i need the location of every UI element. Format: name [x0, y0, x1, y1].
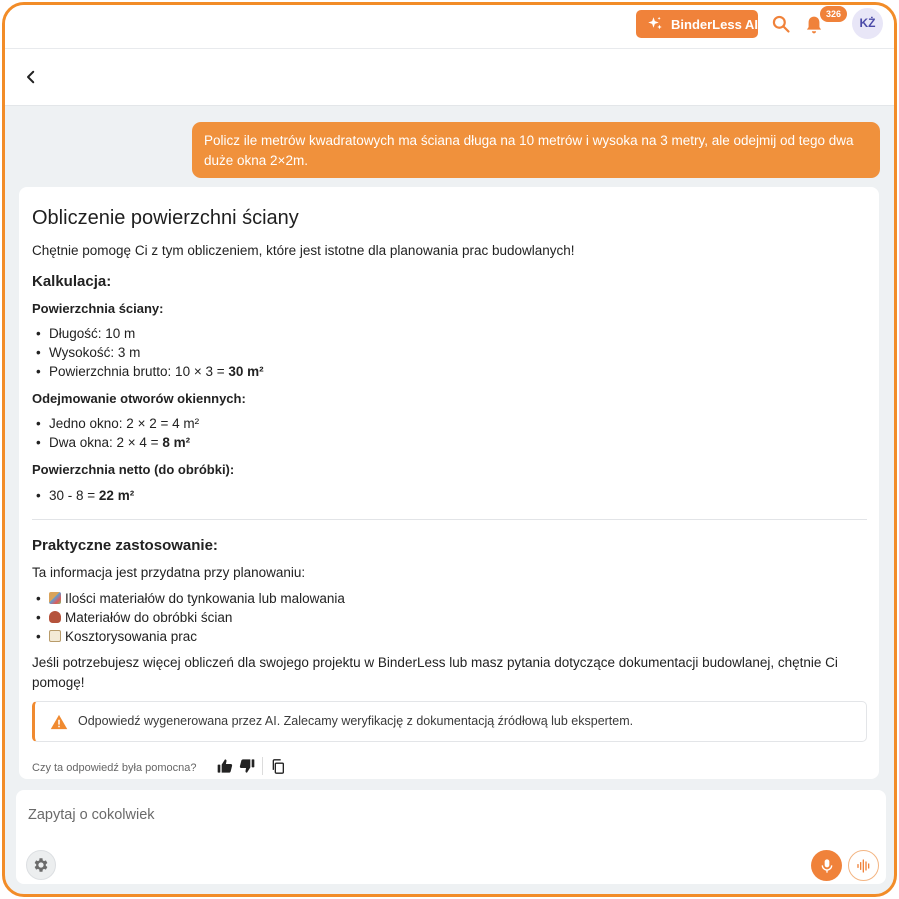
- copy-icon[interactable]: [270, 758, 286, 775]
- ai-disclaimer-banner: [32, 701, 867, 742]
- list-item: [49, 591, 345, 606]
- binderless-ai-button[interactable]: [636, 10, 758, 38]
- list-item: • Długość: 10 m: [49, 326, 135, 341]
- closing-paragraph-line-2: pomogę!: [32, 675, 85, 690]
- thumbs-up-icon[interactable]: [217, 758, 233, 774]
- user-message-bubble: Policz ile metrów kwadratowych ma ściana długa na 10 metrów i wysoka na 3 metry, ale odejmij od tego dwa duże okna 2×2m.: [192, 122, 880, 178]
- list-item: • Wysokość: 3 m: [49, 345, 140, 360]
- net-area-label: 30 - 8 =: [49, 488, 99, 503]
- palette-emoji-icon: [49, 592, 61, 604]
- voice-wave-icon: [856, 858, 872, 874]
- answer-intro: Chętnie pomogę Ci z tym obliczeniem, które jest istotne dla planowania prac budowlanych!: [32, 243, 575, 258]
- practical-item-label: Ilości materiałów do tynkowania lub malowania: [65, 591, 345, 606]
- feedback-separator: [262, 757, 263, 775]
- app-window: [2, 2, 897, 897]
- chevron-left-icon[interactable]: [22, 68, 40, 86]
- bricks-emoji-icon: [49, 611, 61, 623]
- list-item: [49, 488, 134, 503]
- microphone-button[interactable]: [811, 850, 842, 881]
- user-avatar[interactable]: KŻ: [852, 8, 883, 39]
- practical-item-label: Kosztorysowania prac: [65, 629, 198, 644]
- wall-area-heading: Powierzchnia ściany:: [32, 301, 164, 316]
- microphone-icon: [819, 858, 835, 874]
- section-divider: [32, 519, 867, 520]
- windows-heading: Odejmowanie otworów okiennych:: [32, 391, 246, 406]
- ledger-emoji-icon: [49, 630, 61, 642]
- gear-icon: [32, 856, 50, 874]
- search-icon[interactable]: [771, 14, 791, 34]
- practical-heading: Praktyczne zastosowanie:: [32, 537, 218, 554]
- message-composer: [16, 790, 886, 884]
- list-item: [49, 610, 232, 625]
- answer-title: Obliczenie powierzchni ściany: [32, 207, 299, 229]
- gross-area-label: Powierzchnia brutto: 10 × 3 =: [49, 364, 229, 379]
- list-item: • Jedno okno: 2 × 2 = 4 m²: [49, 416, 199, 431]
- gross-area-value: 30 m²: [228, 364, 264, 379]
- message-input[interactable]: [16, 790, 886, 840]
- thumbs-down-icon[interactable]: [239, 758, 255, 774]
- feedback-question: Czy ta odpowiedź była pomocna?: [32, 762, 197, 774]
- ai-disclaimer-text: Odpowiedź wygenerowana przez AI. Zalecamy weryfikację z dokumentacją źródłową lub ekspertem.: [78, 714, 634, 728]
- practical-item-label: Materiałów do obróbki ścian: [65, 610, 233, 625]
- list-item: [49, 364, 264, 379]
- settings-button[interactable]: [26, 850, 56, 880]
- conversation-toolbar: [5, 49, 894, 106]
- practical-intro: Ta informacja jest przydatna przy planowaniu:: [32, 565, 306, 580]
- ai-button-label: BinderLess AI: [671, 16, 758, 32]
- warning-icon: [50, 713, 68, 731]
- net-area-value: 22 m²: [98, 488, 135, 503]
- calculation-heading: Kalkulacja:: [32, 273, 112, 290]
- voice-mode-button[interactable]: [848, 850, 879, 881]
- windows-two-value: 8 m²: [162, 435, 191, 450]
- notification-count-badge: 326: [820, 6, 847, 22]
- sparkles-icon: [646, 15, 664, 33]
- ai-answer-card: [19, 187, 879, 779]
- top-bar: [5, 5, 894, 49]
- list-item: [49, 435, 190, 450]
- windows-two-label: Dwa okna: 2 × 4 =: [49, 435, 163, 450]
- list-item: [49, 629, 197, 644]
- closing-paragraph-line-1: Jeśli potrzebujesz więcej obliczeń dla swojego projektu w BinderLess lub masz pytania dotyczące dokumentacji budowlanej, chętnie Ci: [32, 655, 838, 670]
- net-area-heading: Powierzchnia netto (do obróbki):: [32, 462, 235, 477]
